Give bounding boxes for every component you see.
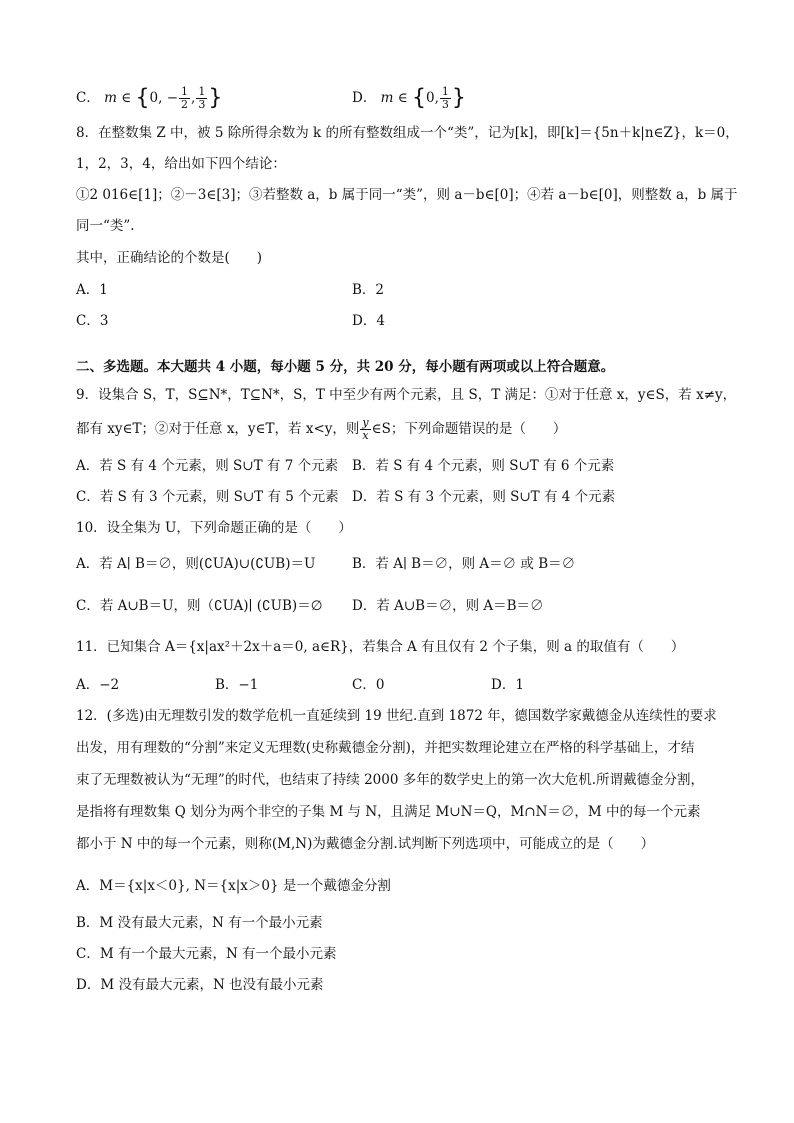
q11-option-a: A．−2 bbox=[76, 677, 120, 693]
q10-option-d: D．若 A∪B＝∅，则 A＝B＝∅ bbox=[352, 598, 544, 614]
q8-stem-line-3: ①2 016∈[1]；②－3∈[3]；③若整数 a，b 属于同一“类”，则 a－b∈[0]；④若 a－b∈[0]，则整数 a，b 属于 bbox=[76, 187, 738, 203]
q7-option-d-expr: m ∈ bbox=[380, 90, 408, 106]
q12-option-a: A．M＝{x|x＜0}, N＝{x|x＞0} 是一个戴德金分割 bbox=[76, 878, 391, 894]
q9-option-d: D．若 S 有 3 个元素，则 S∪T 有 4 个元素 bbox=[352, 489, 616, 505]
q9-stem-line-1: 9．设集合 S，T，S⊆N*，T⊆N*，S，T 中至少有两个元素，且 S，T 满足：①对于任意 x，y∈S，若 x≠y， bbox=[76, 387, 737, 403]
q8-option-d: D．4 bbox=[352, 313, 385, 329]
q7-option-c-set: 0, − bbox=[149, 90, 179, 106]
q11-option-c: C．0 bbox=[352, 677, 385, 693]
q8-stem-line-1: 8．在整数集 Z 中，被 5 除所得余数为 k 的所有整数组成一个“类”，记为[k]，即[k]＝{5n＋k|n∈Z}，k＝0， bbox=[76, 125, 739, 141]
q7-option-c-expr: m ∈ bbox=[104, 90, 132, 106]
q8-stem-line-5: 其中，正确结论的个数是( ) bbox=[76, 250, 263, 266]
q12-option-d: D．M 没有最大元素，N 也没有最小元素 bbox=[76, 977, 324, 993]
q10-option-b: B．若 A∣ B＝∅，则 A＝∅ 或 B＝∅ bbox=[352, 556, 576, 572]
q12-option-c: C．M 有一个最大元素，N 有一个最小元素 bbox=[76, 946, 337, 962]
q9-option-c: C．若 S 有 3 个元素，则 S∪T 有 5 个元素 bbox=[76, 489, 339, 505]
q10-option-a: A．若 A∣ B＝∅，则(∁UA)∪(∁UB)＝U bbox=[76, 556, 316, 572]
q11-stem: 11．已知集合 A＝{x|ax²＋2x＋a＝0, a∈R}，若集合 A 有且仅有 2 个子集，则 a 的取值有（ ） bbox=[76, 639, 685, 655]
q9-option-b: B．若 S 有 4 个元素，则 S∪T 有 6 个元素 bbox=[352, 458, 615, 474]
q12-stem-line-3: 束了无理数被认为“无理”的时代，也结束了持续 2000 多年的数学史上的第一次大危机.所谓戴德金分割， bbox=[76, 772, 705, 788]
q9-option-a: A．若 S 有 4 个元素，则 S∪T 有 7 个元素 bbox=[76, 458, 339, 474]
fraction: $\frac{1}{3}$ bbox=[441, 85, 449, 111]
q8-option-a: A．1 bbox=[76, 282, 108, 298]
q9-stem-line-2: 都有 xy∈T；②对于任意 x，y∈T，若 x<y，则 $\frac{y}{x}$ ∈S；下列命题错误的是（ ） bbox=[76, 416, 567, 442]
left-brace: { bbox=[412, 85, 427, 111]
q8-option-b: B．2 bbox=[352, 282, 385, 298]
fraction: $\frac{1}{2}$ bbox=[181, 85, 189, 111]
q7-option-d-set: 0, bbox=[426, 90, 439, 106]
fraction: $\frac{y}{x}$ bbox=[362, 416, 369, 442]
q7-option-c: C． m ∈ {0, − $\frac{1}{2}$ , $\frac{1}{3}$ } bbox=[76, 85, 223, 111]
fraction: $\frac{1}{3}$ bbox=[198, 85, 206, 111]
q12-stem-line-1: 12．(多选)由无理数引发的数学危机一直延续到 19 世纪.直到 1872 年，德国数学家戴德金从连续性的要求 bbox=[76, 708, 717, 724]
q11-option-b: B．−1 bbox=[215, 677, 259, 693]
q8-stem-line-2: 1，2，3，4，给出如下四个结论： bbox=[76, 156, 286, 172]
q10-stem: 10．设全集为 U，下列命题正确的是（ ） bbox=[76, 520, 352, 536]
q7-option-d-label: D． bbox=[352, 90, 377, 106]
q12-option-b: B．M 没有最大元素，N 有一个最小元素 bbox=[76, 915, 323, 931]
q12-stem-line-5: 都小于 N 中的每一个元素，则称(M,N)为戴德金分割.试判断下列选项中，可能成立的是（ ） bbox=[76, 836, 655, 852]
q11-option-d: D．1 bbox=[491, 677, 524, 693]
right-brace: } bbox=[208, 85, 223, 111]
q8-stem-line-4: 同一“类”. bbox=[76, 218, 135, 234]
q7-option-c-label: C． bbox=[76, 90, 100, 106]
q7-option-d bbox=[352, 86, 466, 111]
right-brace: } bbox=[451, 85, 466, 111]
left-brace: { bbox=[135, 85, 150, 111]
q10-option-c: C．若 A∪B＝U，则（∁UA)∣ (∁UB)＝∅ bbox=[76, 598, 323, 614]
q8-option-c: C．3 bbox=[76, 313, 109, 329]
q12-stem-line-2: 出发，用有理数的“分割”来定义无理数(史称戴德金分割)，并把实数理论建立在严格的科学基础上，才结 bbox=[76, 740, 695, 756]
section-heading: 二、多选题。本大题共 4 小题，每小题 5 分，共 20 分，每小题有两项或以上符合题意。 bbox=[76, 359, 615, 375]
q12-stem-line-4: 是指将有理数集 Q 划分为两个非空的子集 M 与 N，且满足 M∪N＝Q，M∩N＝∅，M 中的每一个元素 bbox=[76, 804, 701, 820]
